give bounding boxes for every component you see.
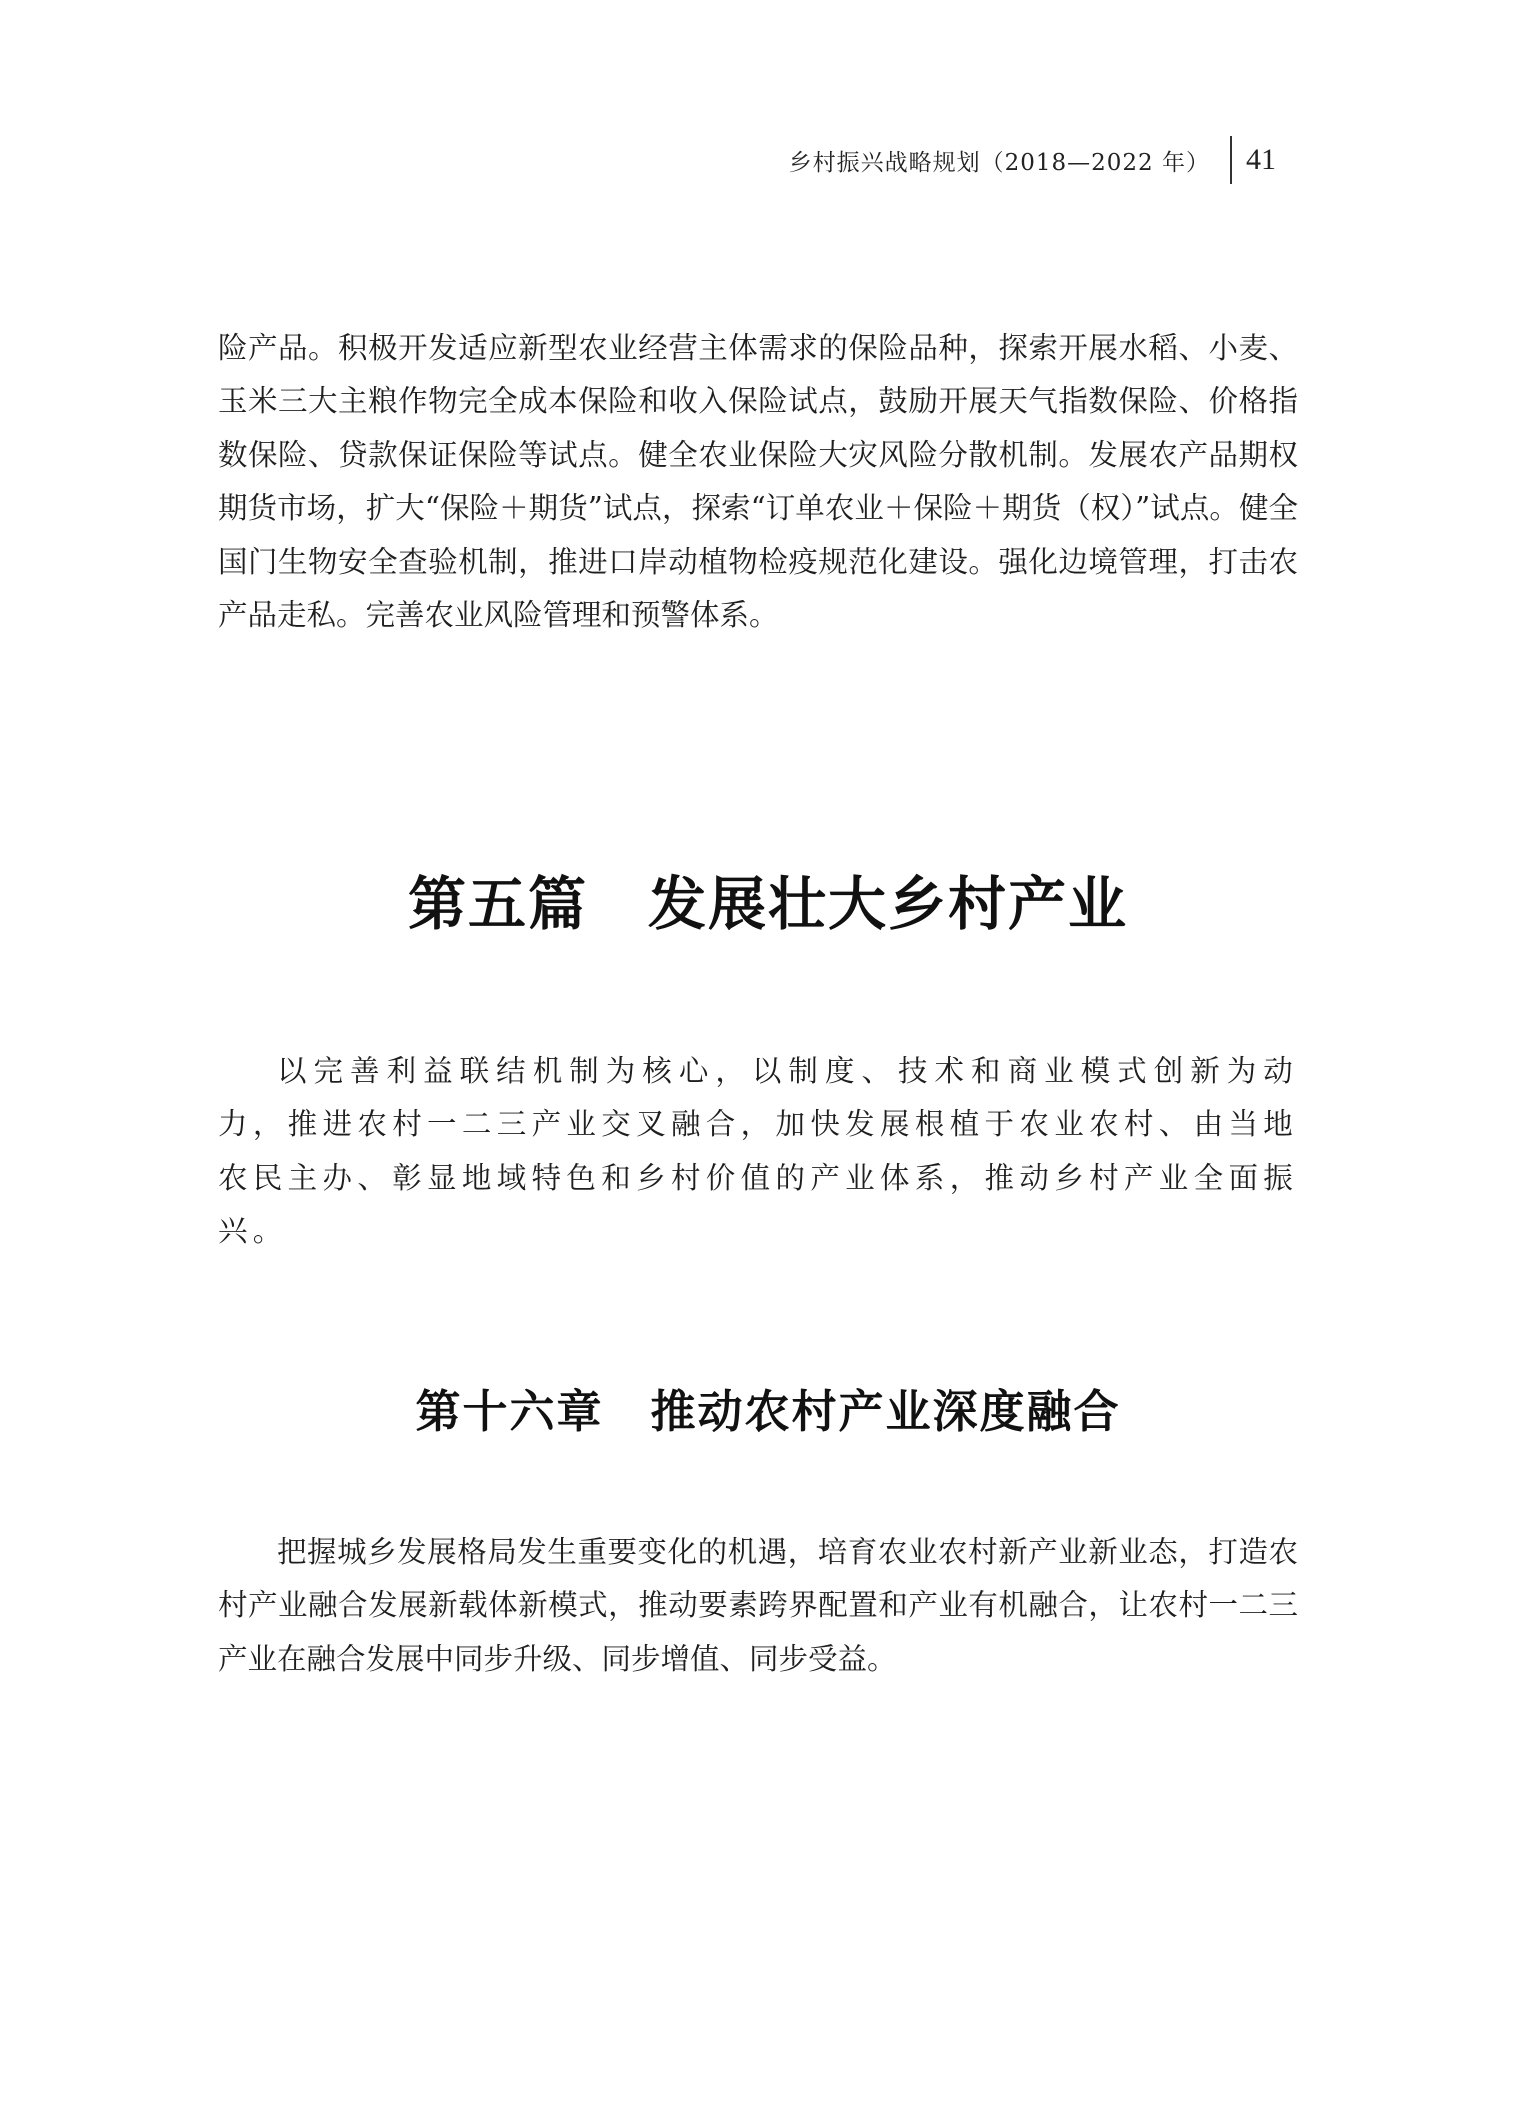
body-paragraph-part-intro: 以完善利益联结机制为核心，以制度、技术和商业模式创新为动力，推进农村一二三产业交叉融合，加快发展根植于农业农村、由当地农民主办、彰显地域特色和乡村价值的产业体系，推动乡村产业全面振兴。 <box>218 1053 1298 1248</box>
header-divider <box>1230 136 1232 184</box>
running-header <box>789 135 1276 185</box>
body-paragraph-chapter-intro: 把握城乡发展格局发生重要变化的机遇，培育农业农村新产业新业态，打造农村产业融合发展新载体新模式，推动要素跨界配置和产业有机融合，让农村一二三产业在融合发展中同步升级、同步增值、同步受益。 <box>218 1534 1298 1676</box>
part-title: 第五篇 发展壮大乡村产业 <box>407 869 1128 938</box>
chapter-title: 第十六章 推动农村产业深度融合 <box>415 1385 1121 1439</box>
body-paragraph-continuation: 险产品。积极开发适应新型农业经营主体需求的保险品种，探索开展水稻、小麦、玉米三大主粮作物完全成本保险和收入保险试点，鼓励开展天气指数保险、价格指数保险、贷款保证保险等试点。健全农业保险大灾风险分散机制。发展农产品期权期货市场，扩大“保险＋期货”试点，探索“订单农业＋保险＋期货（权）”试点。健全国门生物安全查验机制，推进口岸动植物检疫规范化建设。强化边境管理，打击农产品走私。完善农业风险管理和预警体系。 <box>218 330 1298 632</box>
page-number: 41 <box>1246 143 1276 176</box>
header-book-title: 乡村振兴战略规划（2018—2022 年） <box>788 149 1210 176</box>
